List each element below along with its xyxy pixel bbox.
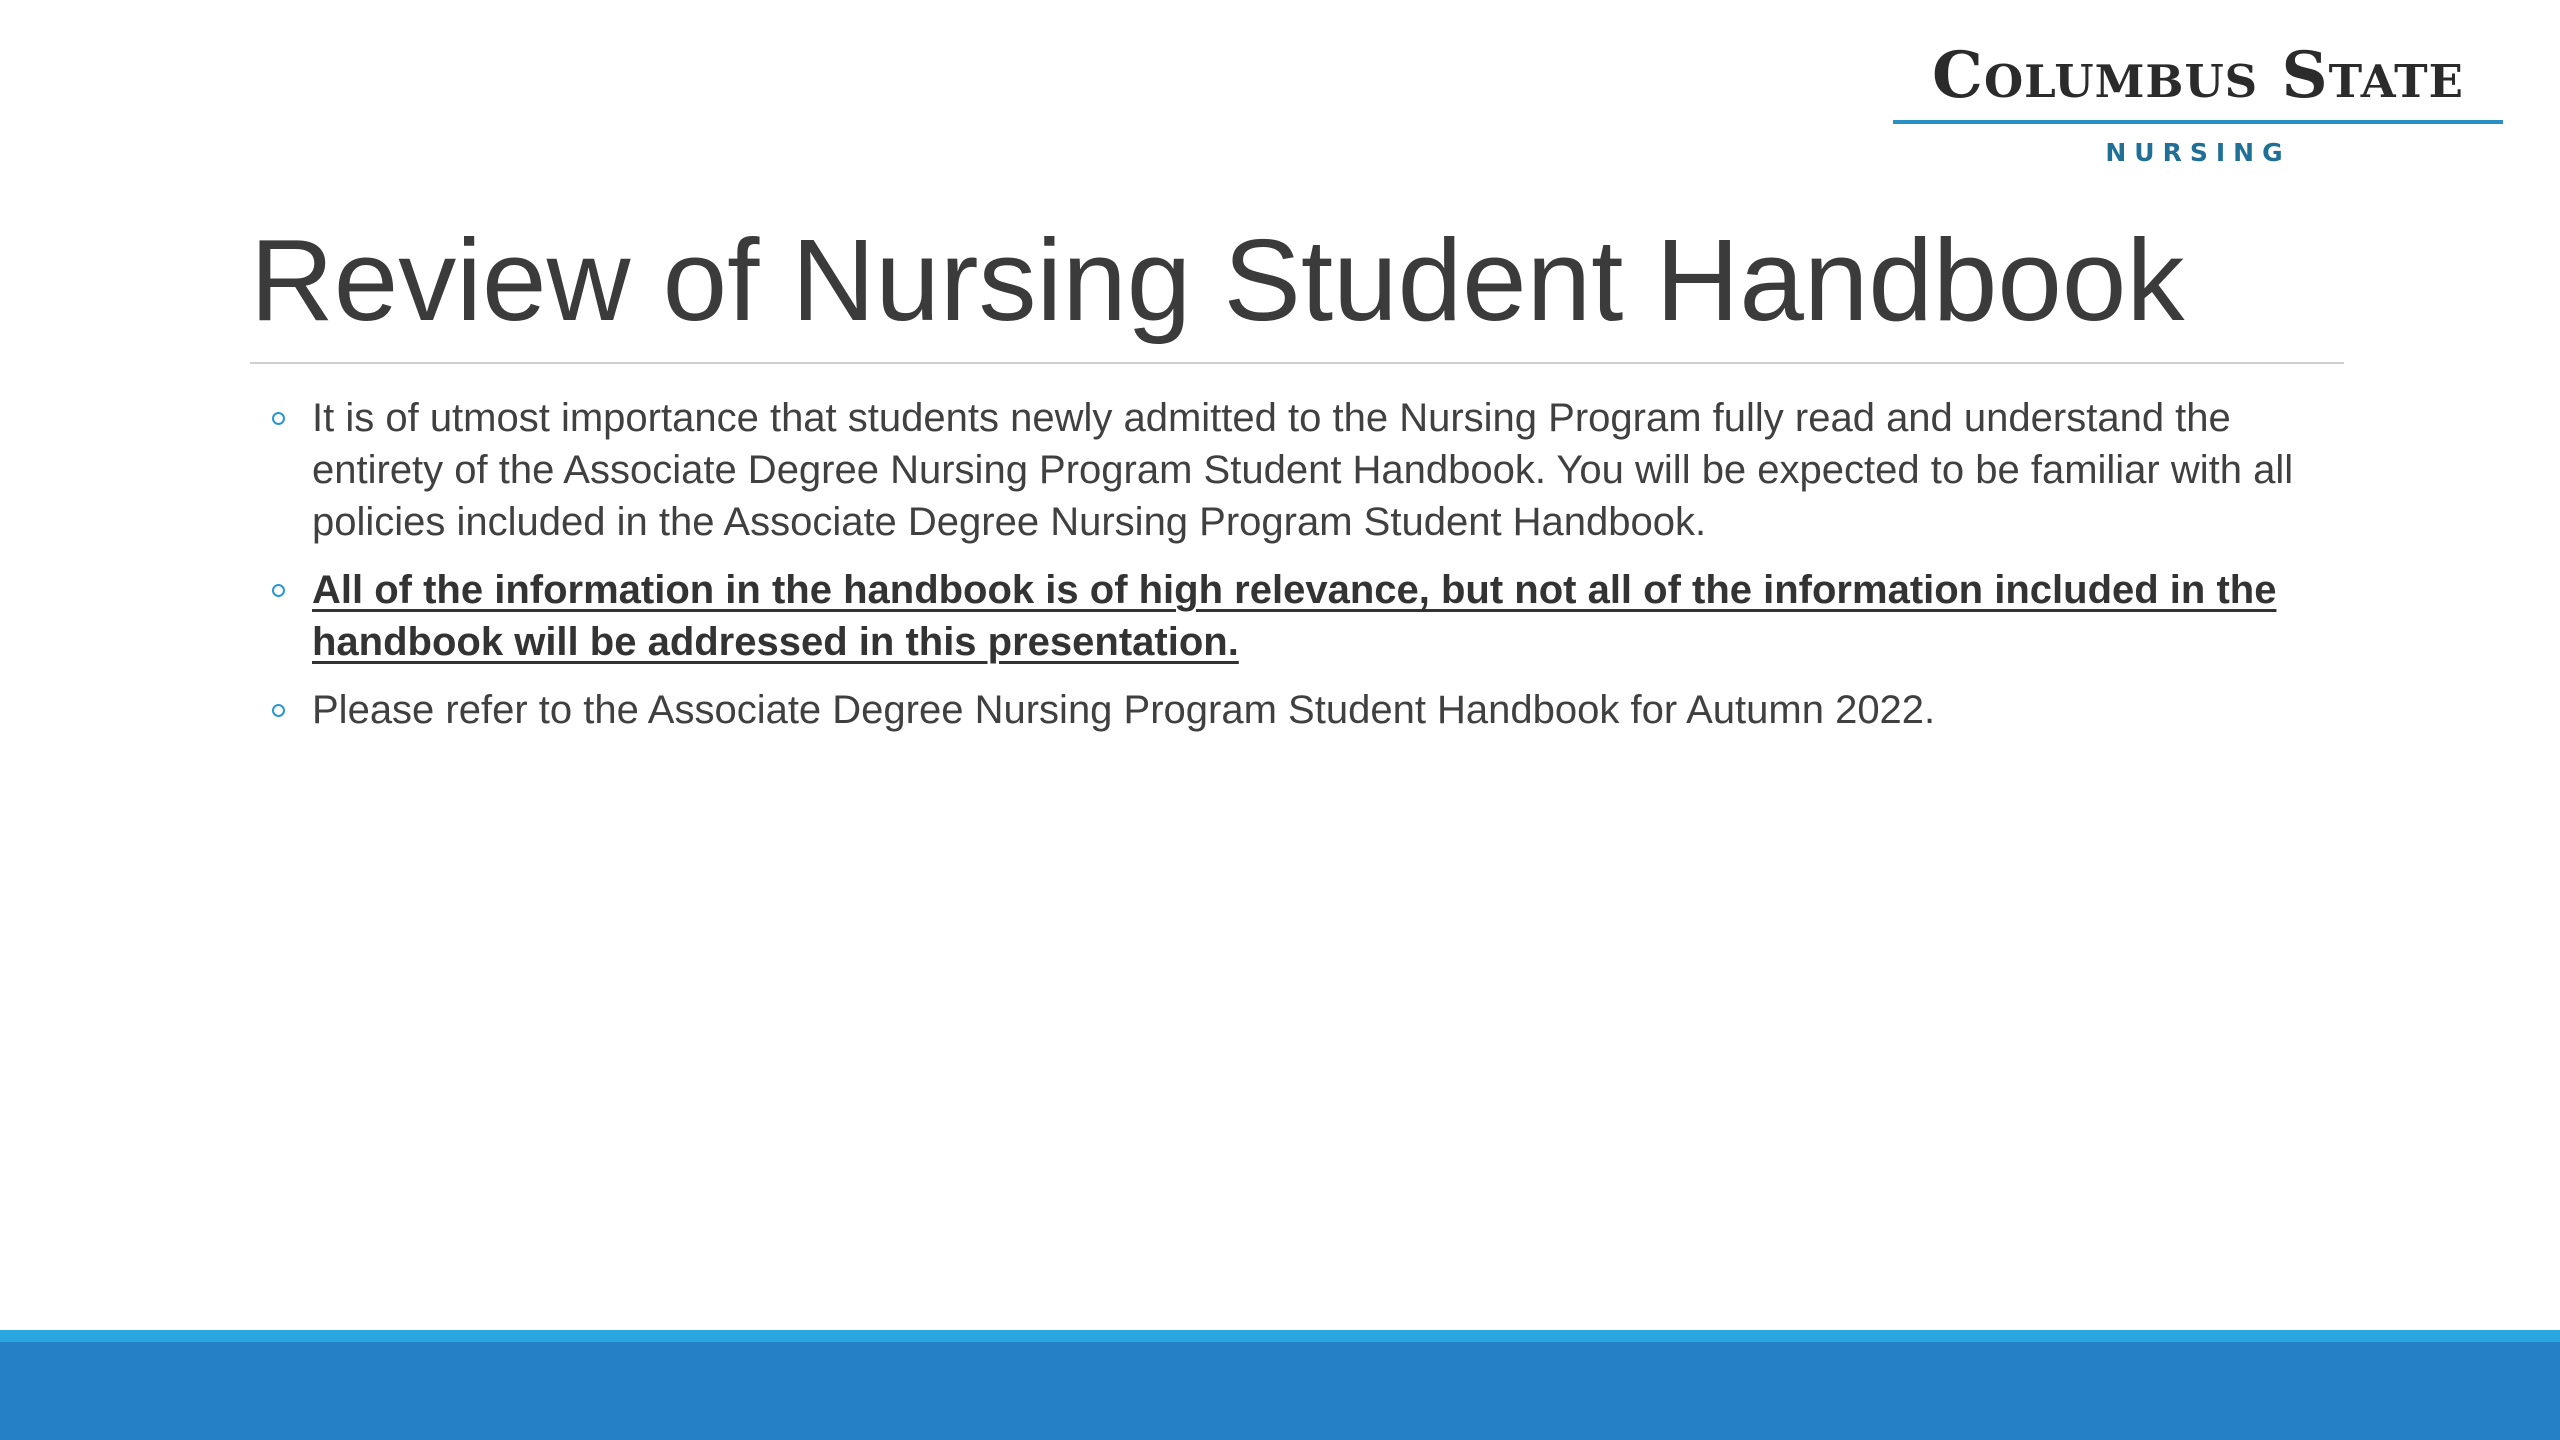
bullet-circle-icon <box>272 704 285 717</box>
bullet-text-emphasized: All of the information in the handbook is of high relevance, but not all of the information included in the handbook will be addressed in this presentation. <box>312 568 2277 664</box>
bullet-item <box>270 684 2330 736</box>
bullet-text: It is of utmost importance that students newly admitted to the Nursing Program fully read and understand the entirety of the Associate Degree Nursing Program Student Handbook. You will be expected to be familiar with all policies included in the Associate Degree Nursing Program Student Handbook. <box>312 396 2294 544</box>
bullet-list <box>270 392 2330 752</box>
logo-subtitle: NURSING <box>2105 138 2291 167</box>
bullet-item <box>270 564 2330 668</box>
title-divider <box>250 362 2344 364</box>
footer-accent-stripe <box>0 1330 2560 1342</box>
columbus-state-nursing-logo <box>1893 36 2503 176</box>
slide-title: Review of Nursing Student Handbook <box>250 215 2185 345</box>
footer-band <box>0 1342 2560 1440</box>
bullet-circle-icon <box>272 412 285 425</box>
bullet-circle-icon <box>272 584 285 597</box>
logo-divider <box>1893 120 2503 124</box>
bullet-item <box>270 392 2330 548</box>
bullet-text: Please refer to the Associate Degree Nursing Program Student Handbook for Autumn 2022. <box>312 688 1936 732</box>
logo-wordmark: Columbus State <box>1932 38 2464 113</box>
